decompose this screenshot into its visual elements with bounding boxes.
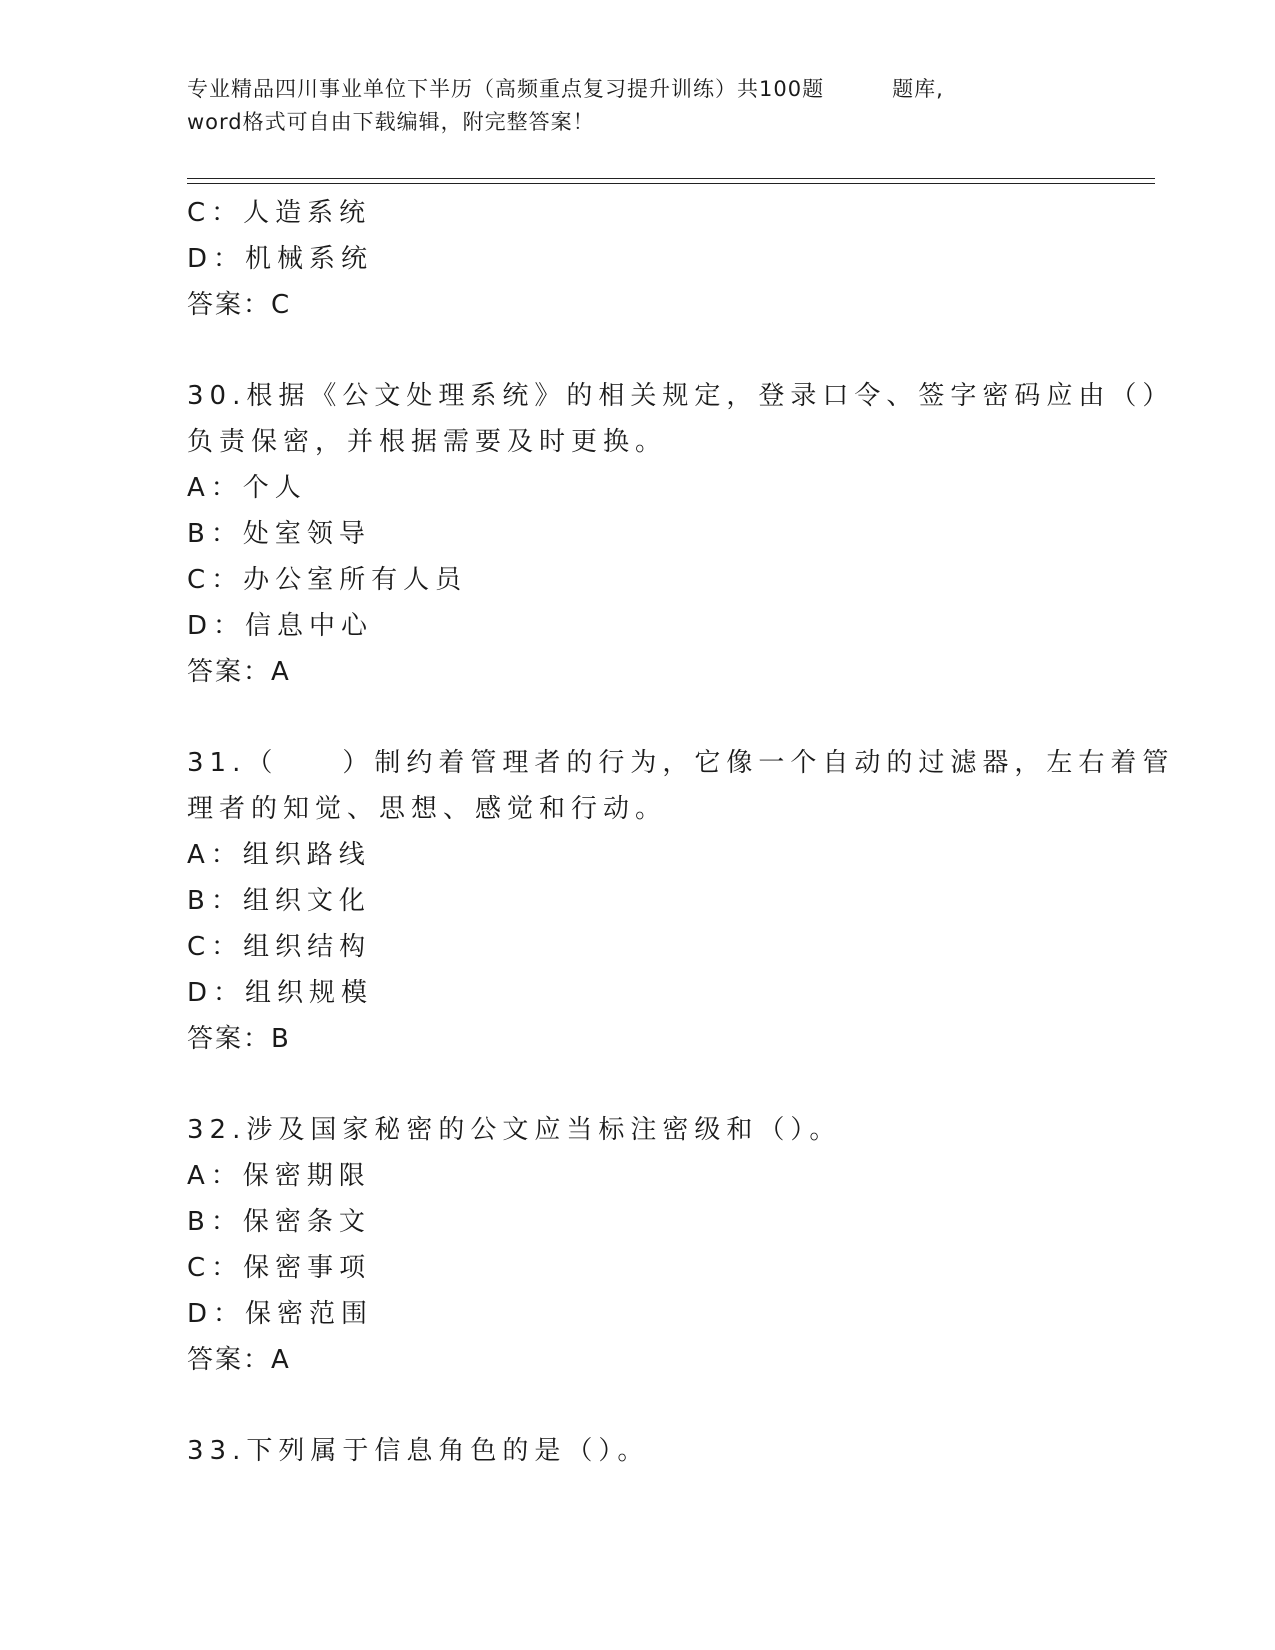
option-line: D：组织规模: [187, 978, 374, 1008]
question-stem: 负责保密，并根据需要及时更换。: [187, 427, 668, 457]
header-title-suffix: 题库,: [892, 77, 944, 101]
answer-line: 答案：A: [187, 657, 291, 687]
option-line: B：处室领导: [187, 519, 371, 549]
option-line: C：保密事项: [187, 1253, 372, 1283]
question-stem: 32.涉及国家秘密的公文应当标注密级和（）。: [187, 1115, 842, 1145]
question-stem: 33.下列属于信息角色的是（）。: [187, 1436, 650, 1466]
answer-line: 答案：B: [187, 1024, 291, 1054]
option-line: D：机械系统: [187, 244, 374, 274]
option-line: C：人造系统: [187, 198, 372, 228]
option-line: C：组织结构: [187, 932, 372, 962]
header-line-2: word格式可自由下载编辑，附完整答案！: [187, 110, 595, 134]
answer-line: 答案：A: [187, 1345, 291, 1375]
option-line: D：保密范围: [187, 1299, 374, 1329]
header-title: 专业精品四川事业单位下半历（高频重点复习提升训练）共100题: [187, 77, 825, 101]
page-header: [187, 73, 1047, 139]
question-block: [187, 1107, 1087, 1383]
question-block: [187, 1428, 1087, 1474]
option-line: A：组织路线: [187, 840, 371, 870]
question-block: [187, 740, 1175, 1062]
header-line-1: [187, 73, 1047, 106]
header-divider-top: [187, 178, 1155, 179]
option-line: A：个人: [187, 473, 307, 503]
question-content: [187, 190, 1175, 1474]
question-stem: 31.（ ）制约着管理者的行为，它像一个自动的过滤器，左右着管: [187, 748, 1175, 778]
option-line: C：办公室所有人员: [187, 565, 468, 595]
option-line: D：信息中心: [187, 611, 374, 641]
option-line: B：组织文化: [187, 886, 371, 916]
header-divider-bottom: [187, 183, 1155, 184]
question-block: [187, 373, 1175, 695]
answer-line: 答案：C: [187, 290, 292, 320]
question-stem: 理者的知觉、思想、感觉和行动。: [187, 794, 668, 824]
question-stem: 30.根据《公文处理系统》的相关规定，登录口令、签字密码应由（）: [187, 381, 1175, 411]
option-line: A：保密期限: [187, 1161, 371, 1191]
option-line: B：保密条文: [187, 1207, 371, 1237]
